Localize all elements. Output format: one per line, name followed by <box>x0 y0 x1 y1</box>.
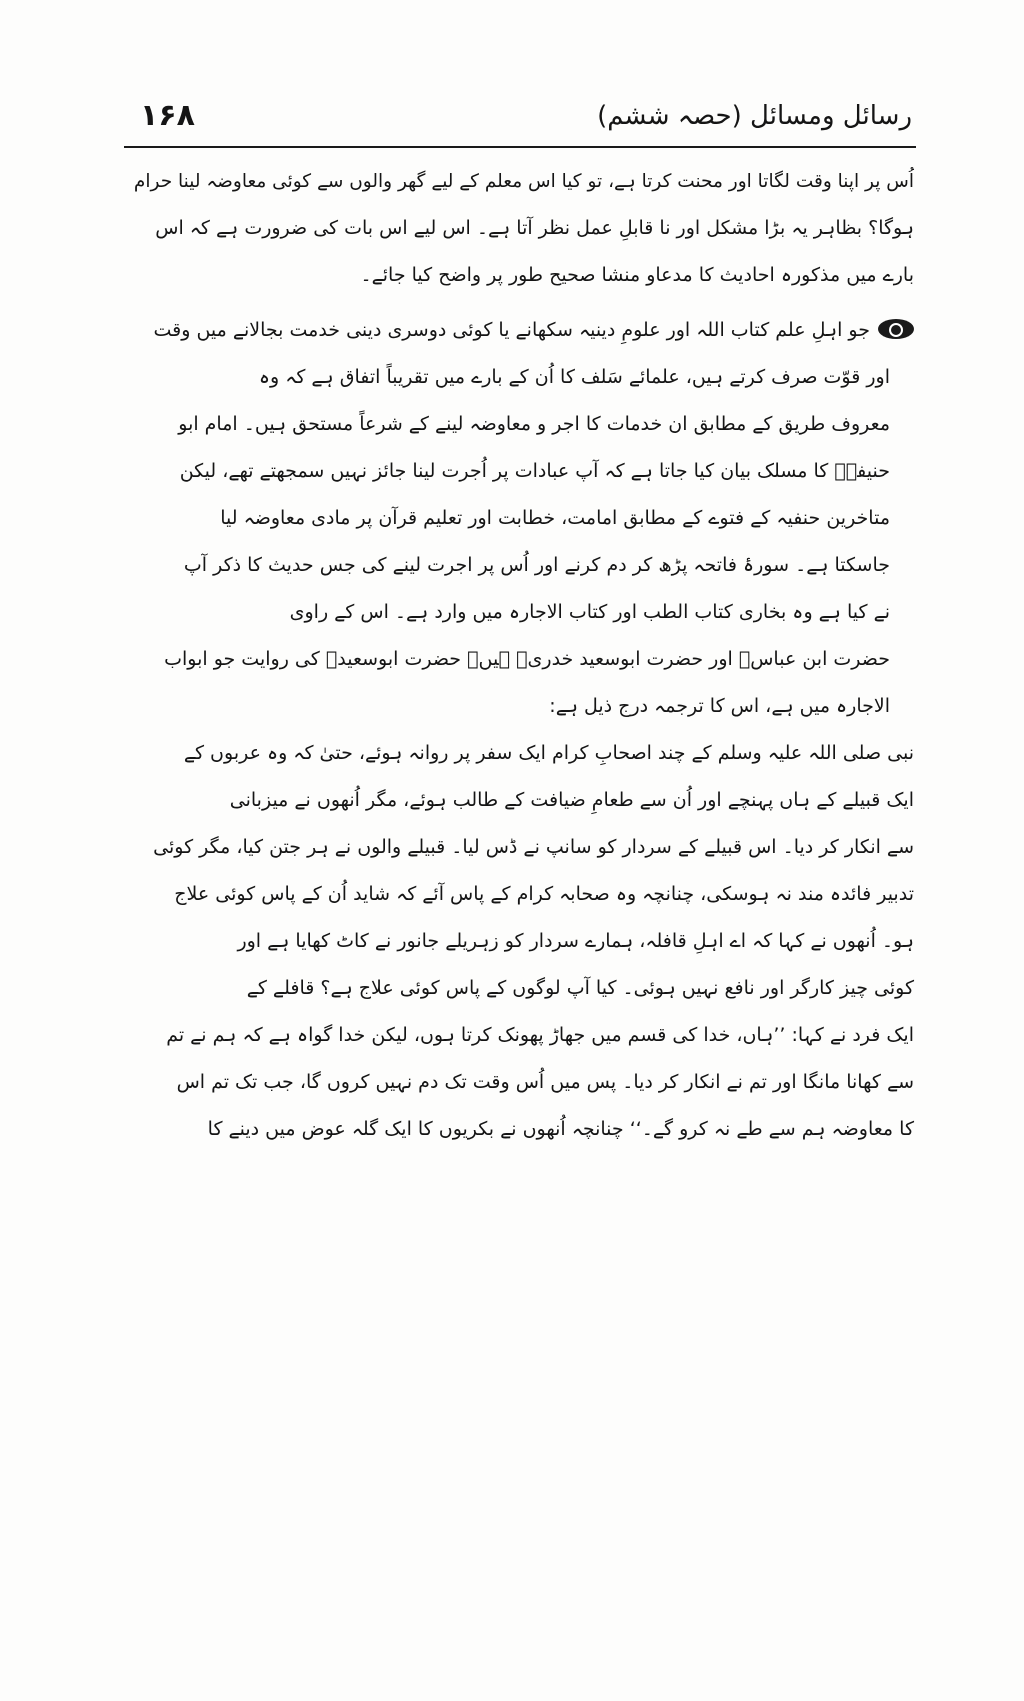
answer-first-line: جو اہلِ علم کتاب اللہ اور علومِ دینیہ سکھانے یا کوئی دوسری دینی خدمت بجالانے میں وقت <box>153 319 870 341</box>
text-line: متاخرین حنفیہ کے فتوے کے مطابق امامت، خطابت اور تعلیم قرآن پر مادی معاوضہ لیا <box>220 507 890 529</box>
text-line: ایک قبیلے کے ہاں پہنچے اور اُن سے طعامِ ضیافت کے طالب ہوئے، مگر اُنھوں نے میزبانی <box>229 789 914 811</box>
text-line: اُس پر اپنا وقت لگاتا اور محنت کرتا ہے، تو کیا اس معلم کے لیے گھر والوں سے کوئی معاوضہ لینا حرام <box>133 171 914 192</box>
text-line: حنیفہؒ کا مسلک بیان کیا جاتا ہے کہ آپ عبادات پر اُجرت لینا جائز نہیں سمجھتے تھے، لیکن <box>179 460 890 482</box>
text-line: ایک فرد نے کہا: ’’ہاں، خدا کی قسم میں جھاڑ پھونک کرتا ہوں، لیکن خدا گواہ ہے کہ ہم نے تم <box>166 1024 914 1046</box>
text-line: معروف طریق کے مطابق ان خدمات کا اجر و معاوضہ لینے کے شرعاً مستحق ہیں۔ امام ابو <box>178 413 890 435</box>
page-header <box>140 92 912 144</box>
text-line: ہو۔ اُنھوں نے کہا کہ اے اہلِ قافلہ، ہمارے سردار کو زہریلے جانور نے کاٹ کھایا ہے اور <box>237 930 914 952</box>
text-line: الاجارہ میں ہے، اس کا ترجمہ درج ذیل ہے: <box>549 695 890 717</box>
text-line: نے کیا ہے وہ بخاری کتاب الطب اور کتاب الاجارہ میں وارد ہے۔ اس کے راوی <box>289 601 890 623</box>
text-line: سے کھانا مانگا اور تم نے انکار کر دیا۔ پس میں اُس وقت تک دم نہیں کروں گا، جب تک تم اس <box>176 1071 914 1093</box>
page-number: ۱۶۸ <box>140 98 195 133</box>
text-line <box>124 307 914 354</box>
text-line: حضرت ابن عباسؓ اور حضرت ابوسعید خدریؓ ہیں۔ حضرت ابوسعیدؓ کی روایت جو ابواب <box>164 648 890 670</box>
question-paragraph <box>124 158 914 299</box>
text-line: ہوگا؟ بظاہر یہ بڑا مشکل اور نا قابلِ عمل نظر آتا ہے۔ اس لیے اس بات کی ضرورت ہے کہ اس <box>155 217 914 239</box>
text-line: اور قوّت صرف کرتے ہیں، علمائے سَلف کا اُن کے بارے میں تقریباً اتفاق ہے کہ وہ <box>258 366 890 388</box>
eye-icon <box>878 319 914 339</box>
text-line: سے انکار کر دیا۔ اس قبیلے کے سردار کو سانپ نے ڈس لیا۔ قبیلے والوں نے ہر جتن کیا، مگر کوئی <box>153 836 914 858</box>
text-line: جاسکتا ہے۔ سورۂ فاتحہ پڑھ کر دم کرنے اور اُس پر اجرت لینے کی جس حدیث کا ذکر آپ <box>183 554 890 576</box>
text-line: نبی صلی اللہ علیہ وسلم کے چند اصحابِ کرام ایک سفر پر روانہ ہوئے، حتیٰ کہ وہ عربوں کے <box>183 742 914 764</box>
answer-paragraph <box>124 307 914 730</box>
text-line: تدبیر فائدہ مند نہ ہوسکی، چنانچہ وہ صحابہ کرام کے پاس آئے کہ شاید اُن کے پاس کوئی علاج <box>174 883 914 905</box>
running-title: رسائل ومسائل (حصہ ششم) <box>597 101 912 131</box>
text-line: بارے میں مذکورہ احادیث کا مدعاو منشا صحیح طور پر واضح کیا جائے۔ <box>360 264 914 286</box>
header-divider <box>124 146 916 148</box>
text-line: کا معاوضہ ہم سے طے نہ کرو گے۔‘‘ چنانچہ اُنھوں نے بکریوں کا ایک گلہ عوض میں دینے کا <box>207 1118 914 1140</box>
page-body <box>124 158 914 1153</box>
hadith-translation <box>124 730 914 1153</box>
text-line: کوئی چیز کارگر اور نافع نہیں ہوئی۔ کیا آپ لوگوں کے پاس کوئی علاج ہے؟ قافلے کے <box>246 977 914 999</box>
